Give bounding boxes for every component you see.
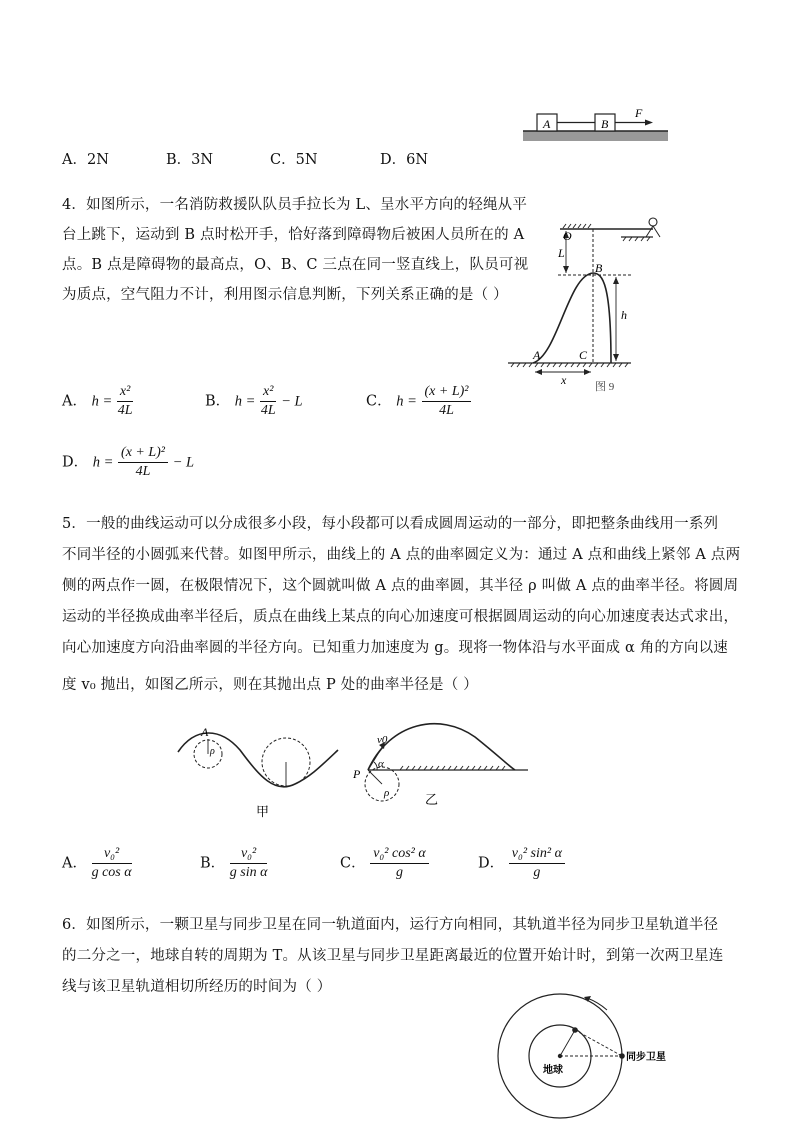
q4-option-c[interactable]: C． h = $\frac{\text{(x + L)²}}{4L}$ — [366, 383, 471, 420]
q4-option-a[interactable]: A． h = $\frac{\text{x²}}{4L}$ — [62, 384, 133, 418]
q4-option-c-fraction: $\frac{\text{(x + L)²}}{4L}$ — [422, 383, 472, 420]
q5-line-4: 运动的半径换成曲率半径后，质点在曲线上某点的向心加速度可根据圆周运动的向心加速度表达式求出， — [62, 609, 739, 625]
q5-label-alpha: α — [378, 758, 384, 770]
q4-option-b[interactable]: B． h = $\frac{\text{x²}}{4L}$ − L — [205, 384, 303, 418]
q6-line-1: 6．如图所示，一颗卫星与同步卫星在同一轨道面内，运行方向相同，其轨道半径为同步卫星轨道半径 — [62, 917, 719, 933]
q4-figure — [503, 215, 663, 395]
q5-trajectory — [368, 724, 515, 770]
q5-label-p: P — [353, 767, 361, 781]
q4-option-b-fraction: $\frac{\text{x²}}{4L}$ — [260, 384, 276, 418]
q4-line-4: 为质点，空气阻力不计，利用图示信息判断，下列关系正确的是（ ） — [62, 287, 508, 303]
q3-label-a: A — [543, 117, 551, 131]
q5-label-v0: v0 — [377, 734, 388, 746]
q6-label-earth: 地球 — [543, 1065, 563, 1076]
q3-label-f: F — [635, 106, 643, 120]
q6-label-sync: 同步卫星 — [626, 1052, 666, 1063]
q4-label-a: A — [533, 348, 541, 362]
q3-figure — [515, 105, 675, 147]
q6-line-3: 线与该卫星轨道相切所经历的时间为（ ） — [62, 979, 332, 995]
q4-label-b: B — [595, 261, 603, 275]
q5-wave-curve — [178, 733, 338, 787]
q4-line-1: 4．如图所示，一名消防救援队队员手拉长为 L、呈水平方向的轻绳从平 — [62, 197, 528, 213]
q4-line-3: 点。B 点是障碍物的最高点，O、B、C 三点在同一竖直线上，队员可视 — [62, 257, 529, 273]
q5-option-b[interactable]: B． $\frac{\text{v₀²}}{\text{g sin α}}$ — [200, 846, 268, 880]
q5-option-a-fraction: $\frac{\text{v₀²}}{\text{g cos α}}$ — [91, 846, 132, 880]
q4-option-d[interactable]: D． h = $\frac{\text{(x + L)²}}{4L}$ − L — [62, 445, 195, 479]
q5-option-d-fraction: $\frac{\text{v₀² sin² α}}{g}$ — [509, 845, 565, 882]
q5-label-rho-yi: ρ — [384, 787, 390, 799]
q5-label-yi: 乙 — [425, 792, 439, 807]
q5-figure-yi — [350, 722, 535, 812]
q5-option-d[interactable]: D． $\frac{\text{v₀² sin² α}}{g}$ — [478, 845, 565, 882]
q4-option-a-fraction: $\frac{\text{x²}}{4L}$ — [117, 384, 133, 418]
q5-option-c[interactable]: C． $\frac{\text{v₀² cos² α}}{g}$ — [340, 845, 429, 882]
q5-line-1: 5．一般的曲线运动可以分成很多小段，每小段都可以看成圆周运动的一部分，即把整条曲线用一系列 — [62, 516, 719, 532]
q4-pivot-icon — [649, 218, 657, 226]
q4-label-x: x — [561, 373, 567, 387]
q5-option-b-fraction: $\frac{\text{v₀²}}{\text{g sin α}}$ — [229, 846, 268, 880]
q5-option-c-fraction: $\frac{\text{v₀² cos² α}}{g}$ — [370, 845, 429, 882]
q3-option-c[interactable]: C．5N — [270, 152, 318, 168]
q5-option-a[interactable]: A． $\frac{\text{v₀²}}{\text{g cos α}}$ — [62, 846, 132, 880]
q3-option-d[interactable]: D．6N — [380, 152, 429, 168]
q4-label-c: C — [579, 348, 588, 362]
q3-option-b[interactable]: B．3N — [166, 152, 214, 168]
q5-line-6: 度 v₀ 抛出，如图乙所示，则在其抛出点 P 处的曲率半径是（ ） — [62, 677, 478, 693]
q5-label-a: A — [201, 725, 209, 739]
q5-line-3: 侧的两点作一圆，在极限情况下，这个圆就叫做 A 点的曲率圆，其半径 ρ 叫做 A 点的曲率半径。将圆周 — [62, 578, 739, 594]
q5-line-2: 不同半径的小圆弧来代替。如图甲所示，曲线上的 A 点的曲率圆定义为：通过 A 点和曲线上紧邻 A 点两 — [62, 547, 741, 563]
q5-label-rho-jia: ρ — [210, 746, 215, 757]
q4-caption: 图 9 — [595, 381, 615, 393]
q6-line-2: 的二分之一，地球自转的周期为 T。从该卫星与同步卫星距离最近的位置开始计时，到第一次两卫星连 — [62, 948, 724, 964]
q4-obstacle-curve — [533, 273, 611, 363]
q3-ground — [523, 131, 668, 141]
q6-rotation-arrow — [587, 998, 607, 1010]
q3-force-arrow-icon — [645, 120, 653, 126]
q3-label-b: B — [601, 117, 609, 131]
q6-figure — [495, 988, 695, 1123]
q4-line-2: 台上跳下，运动到 B 点时松开手，恰好落到障碍物后被困人员所在的 A — [62, 227, 525, 243]
q5-label-jia: 甲 — [256, 804, 270, 819]
q3-option-a[interactable]: A．2N — [62, 152, 109, 168]
q4-label-o: O — [563, 229, 572, 243]
q5-line-5: 向心加速度方向沿曲率圆的半径方向。已知重力加速度为 g。现将一物体沿与水平面成 α 角的方向以速 — [62, 640, 728, 656]
q4-option-d-fraction: $\frac{\text{(x + L)²}}{4L}$ — [118, 444, 168, 481]
q5-figure-jia — [170, 722, 345, 822]
q4-label-h: h — [621, 308, 627, 322]
q4-label-l: L — [558, 246, 565, 260]
